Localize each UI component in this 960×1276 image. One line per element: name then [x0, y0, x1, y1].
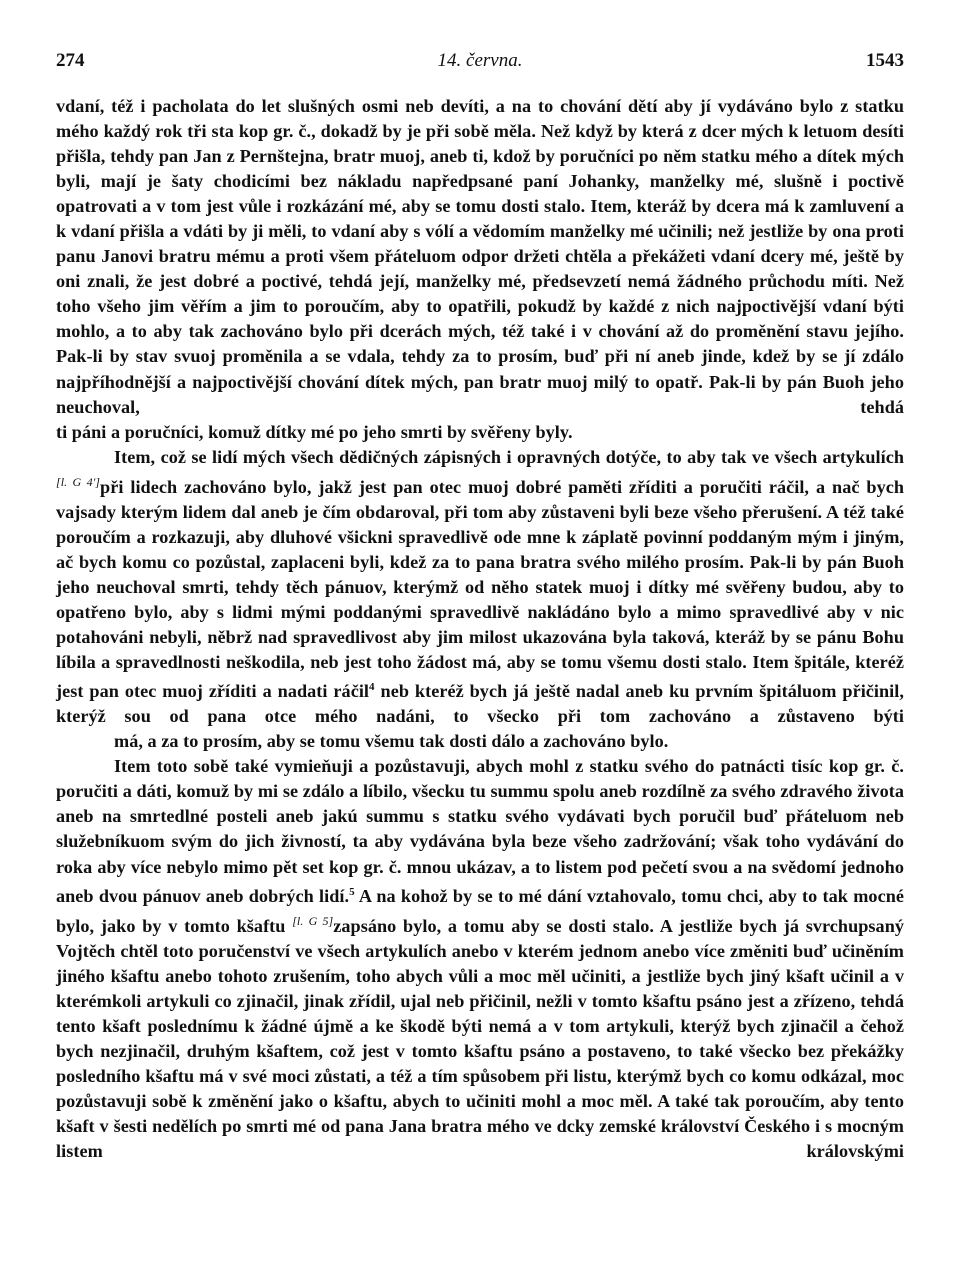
footnote-marker: 4 — [369, 681, 375, 694]
paragraph-2-text-a: Item, což se lidí mých všech dědičných zápisných i opravných dotýče, to aby tak ve všech artykulích — [114, 446, 904, 467]
page-number: 274 — [56, 50, 85, 71]
paragraph-2-last-line: má, a za to prosím, aby se tomu všemu tak dosti dálo a zachováno bylo. — [114, 731, 669, 752]
paragraph-3-text-a: Item toto sobě také vymieňuji a pozůstavuji, abych mohl z statku svého do patnácti tisíc kop gr. č. poručiti a dáti, komuž by mi se zdálo a líbilo, všecku tu summu spolu aneb rozdílně za svého zdravého života aneb na smrtedlné posteli aneb jakú summu s statku svého vydávati bych poručil buď přáteluom neb služebníkuom svým do jich živností, ta aby vydávána byla beze všeho zadržování; však toho vydávání do roka aby více nebylo mimo pět set kop gr. č. mnou ukázav, a to listem pod pečetí svou a na svědomí jednoho aneb dvou pánuov aneb dobrých lidí. — [56, 756, 904, 906]
paragraph-3-text-b: A na kohož by se to mé dání vztahovalo, tomu chci, aby to tak mocné bylo, jako by v tomto kšaftu — [56, 885, 904, 936]
paragraph-1-text: vdaní, též i pacholata do let slušných osmi neb devíti, a na to chování dětí aby jí vydáváno bylo z statku mého každý rok tři sta kop gr. č., dokadž by je při sobě měla. Než když by která z dcer mých k letuom desíti přišla, tehdy pan Jan z Pernštejna, bratr muoj, aneb ti, kdož by poručníci po něm statku mého a dítek mých byli, mají je šaty chodicími bez nákladu napředpsané paní Johanky, manželky mé, slušně i poctivě opatrovati a v tom jest vůle i rozkázání mé, aby se tomu dosti stalo. Item, kteráž by dcera má k zamluvení a k vdaní přišla a vdáti by ji měli, to vdaní aby s vólí a vědomím manželky mé učinili; než jestliže by ona proti panu Janovi bratru mému a proti všem přáteluom odpor držeti chtěla a překážeti vdaní dcery mé, ještě by oni znali, že jest dobré a poctivé, tehdá její, manželky mé, předsevzetí nemá žádného průchodu míti. Než toho všeho jim věřím a jim to poroučím, aby to opatřili, pokudž by každé z nich najpoctivější vdaní býti mohlo, a to aby tak zachováno bylo při dcerách mých, též také i v chování až do proměnění stavu jejího. Pak-li by stav svuoj proměnila a se vdala, tehdy za to prosím, buď při ní aneb jinde, kdež by se jí zdálo najpříhodnější a najpoctivější chování dítek mých, pan bratr muoj milý to opatř. Pak-li by pán Buoh jeho neuchoval, tehdá — [56, 96, 904, 417]
header-date: 14. června. — [437, 50, 523, 71]
footnote-marker: 5 — [349, 885, 355, 898]
page-header — [56, 36, 904, 76]
body-text — [56, 94, 904, 1164]
folio-reference: [l. G 4'] — [56, 474, 101, 489]
paragraph-2-text-b: při lidech zachováno bylo, jakž jest pan otec muoj dobré paměti zříditi a poručiti ráčil, a nač bych vajsady kterým lidem dal aneb je čím obdaroval, při tom aby zůstaveni byli beze všeho přerušení. A též také poroučím a rozkazuji, aby dluhové všickni spravedlivě ode mne k záplatě povinní poddaným mým i jiným, ač bych komu co pozůstal, zaplaceni byli, kdež za to pana bratra svého milého prosím. Pak-li by pán Buoh jeho neuchoval smrti, tehdy těch pánuov, kterýmž od něho statek muoj i dítky mé svěřeny budou, aby to opatřeno bylo, aby s lidmi mými poddanými spravedlivě nakládáno bylo a mimo spravedlivé aby v nic potahováni nebyli, něbrž nad spravedlivost aby jim milost ukazována byla taková, kteráž by se pánu Bohu líbila a spravedlnosti neškodila, neb jest toho žádost má, aby se tomu všemu dosti stalo. Item špitále, kteréž jest pan otec muoj zříditi a nadati ráčil — [56, 476, 904, 702]
paragraph-1-last-line: ti páni a poručníci, komuž dítky mé po jeho smrti by svěřeny byly. — [56, 421, 573, 442]
document-page — [56, 36, 904, 1164]
paragraph-1 — [56, 94, 904, 445]
folio-reference: [l. G 5] — [292, 913, 334, 928]
paragraph-3 — [56, 754, 904, 1164]
paragraph-3-text-c: zapsáno bylo, a tomu aby se dosti stalo. A jestliže bych já svrchupsaný Vojtěch chtěl toto poručenství ve všech artykulích anebo v kterém jednom anebo více změniti buď učiněním jiného kšaftu anebo tohoto zrušením, toho abych vůli a moc měl učiniti, a jestliže bych jiný kšaft učinil a v kterémkoli artykuli co zjinačil, jinak zřídil, ujal neb přičinil, nežli v tomto kšaftu psáno jest a zřízeno, tehdá tento kšaft poslednímu k žádné újmě a ke škodě býti nemá a v tom artykuli, kterýž bych zjinačil a čehož bych nezjinačil, druhým kšaftem, což jest v tomto kšaftu psáno a postaveno, to také všecko bez překážky posledního kšaftu má v své moci zůstati, a též a tím spůsobem při listu, kterýmž bych co komu odkázal, moc pozůstavuji sobě k změnění jako o kšaftu, abych to učiniti mohl a moc měl. A také tak poroučím, aby tento kšaft v šesti nedělích po smrti mé od pana Jana bratra mého ve dcky zemské království Českého i s mocným listem královskými — [56, 915, 904, 1162]
header-year: 1543 — [866, 50, 904, 71]
paragraph-2-text-c: neb kteréž bych já ještě nadal aneb ku prvním špitáluom přičinil, kterýž sou od pana otce mého nadáni, to všecko při tom zachováno a zůstaveno býti — [56, 681, 904, 727]
paragraph-2 — [56, 445, 904, 755]
